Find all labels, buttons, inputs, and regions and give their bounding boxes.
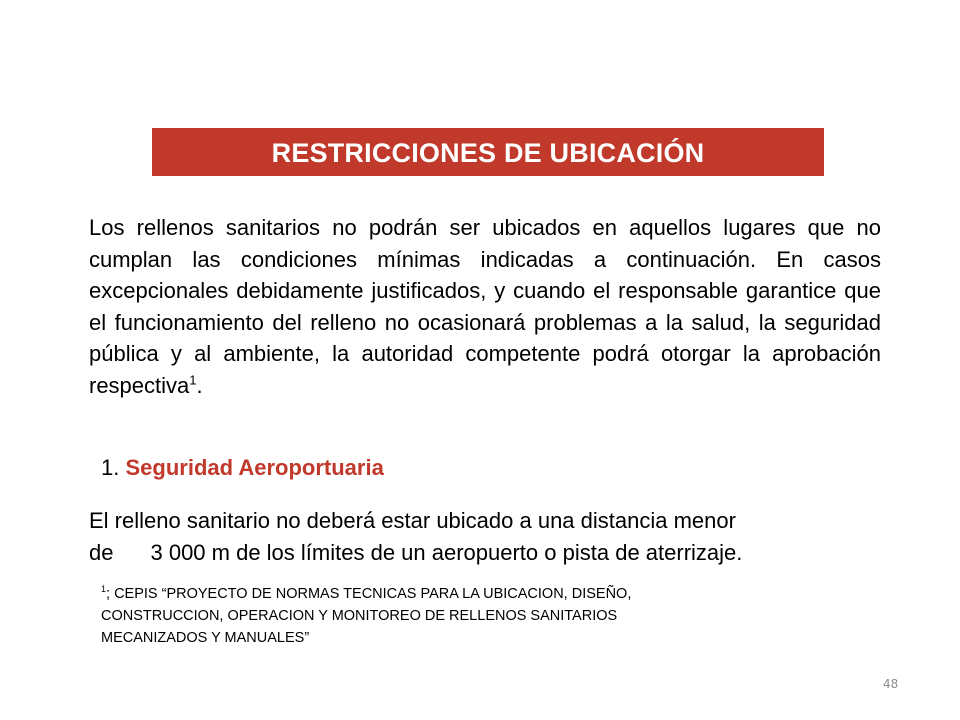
section-number: 1.	[101, 455, 120, 480]
slide-title: RESTRICCIONES DE UBICACIÓN	[271, 137, 705, 168]
section-text-line1: El relleno sanitario no deberá estar ubicado a una distancia menor	[89, 508, 736, 533]
footnote-line1-text: ; CEPIS “PROYECTO DE NORMAS TECNICAS PARA LA UBICACION, DISEÑO,	[106, 586, 632, 602]
section-text-line2-rest: 3 000 m de los límites de un aeropuerto o pista de aterrizaje.	[150, 539, 743, 565]
section-text-line2-start: de	[89, 539, 114, 565]
page-number: 48	[883, 677, 899, 691]
section-text-line2	[89, 537, 881, 569]
body-footnote-ref: 1	[189, 372, 197, 388]
footnote	[101, 583, 821, 649]
section-title: Seguridad Aeroportuaria	[125, 455, 384, 480]
section-paragraph	[89, 505, 881, 568]
title-banner	[152, 128, 824, 176]
body-end: .	[196, 372, 203, 398]
body-paragraph	[89, 212, 881, 401]
body-text: Los rellenos sanitarios no podrán ser ubicados en aquellos lugares que no cumplan las condiciones mínimas indicadas a continuación. En casos excepcionales debidamente justificados, y cuando el responsable garantice que el funcionamiento del relleno no ocasionará problemas a la salud, la seguridad pública y al ambiente, la autoridad competente podrá otorgar la aprobación respectiva	[89, 215, 881, 398]
footnote-line3: MECANIZADOS Y MANUALES”	[101, 630, 310, 646]
section-heading	[101, 452, 384, 483]
footnote-ref: 1	[101, 584, 107, 595]
footnote-line1	[101, 583, 821, 605]
footnote-line2: CONSTRUCCION, OPERACION Y MONITOREO DE RELLENOS SANITARIOS	[101, 608, 618, 624]
